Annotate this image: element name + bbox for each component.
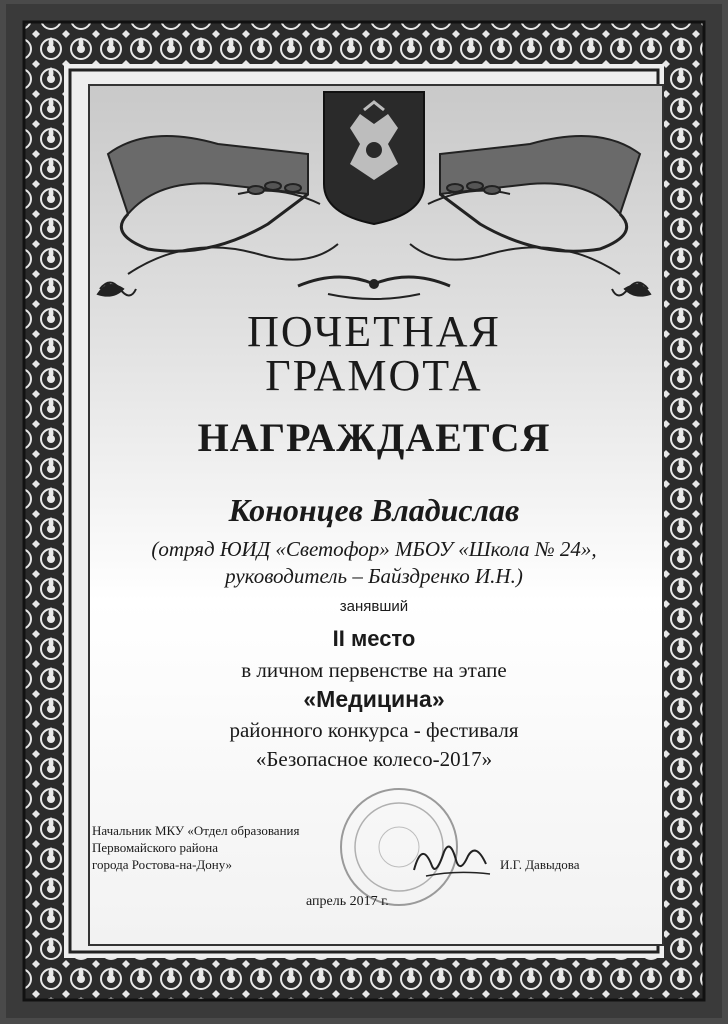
flourish-ornament-left	[98, 274, 138, 304]
ribbon-right	[440, 136, 640, 214]
occupied-label: занявший	[339, 598, 409, 615]
certificate-page	[6, 4, 722, 1018]
handwritten-signature	[406, 830, 496, 890]
signatory-position-line1: Начальник МКУ «Отдел образования	[92, 823, 300, 838]
team-line-1: (отряд ЮИД «Светофор» МБОУ «Школа № 24»,	[151, 537, 597, 561]
stage-name: «Медицина»	[303, 686, 445, 712]
personal-championship-text: в личном первенстве на этапе	[241, 658, 507, 682]
ribbon-left	[108, 136, 308, 214]
festival-name: «Безопасное колесо-2017»	[255, 747, 493, 771]
certificate-title-line1: ПОЧЕТНАЯ	[247, 307, 501, 356]
certificate-title-line2: ГРАМОТА	[265, 351, 483, 400]
team-line-2: руководитель – Байздренко И.Н.)	[225, 564, 523, 588]
awarded-heading: НАГРАЖДАЕТСЯ	[197, 415, 551, 460]
flourish-ornament-right	[610, 274, 650, 304]
signatory-name: И.Г. Давыдова	[500, 857, 580, 872]
signatory-position-line2: Первомайского района	[92, 840, 218, 855]
header-ornament	[88, 84, 660, 314]
recipient-name: Кононцев Владислав	[228, 492, 520, 528]
contest-text: районного конкурса - фестиваля	[229, 718, 519, 742]
place-label: II место	[332, 626, 416, 651]
issue-date: апрель 2017 г.	[306, 894, 389, 909]
coat-of-arms-icon	[324, 92, 424, 224]
signatory-position-line3: города Ростова-на-Дону»	[92, 857, 233, 872]
